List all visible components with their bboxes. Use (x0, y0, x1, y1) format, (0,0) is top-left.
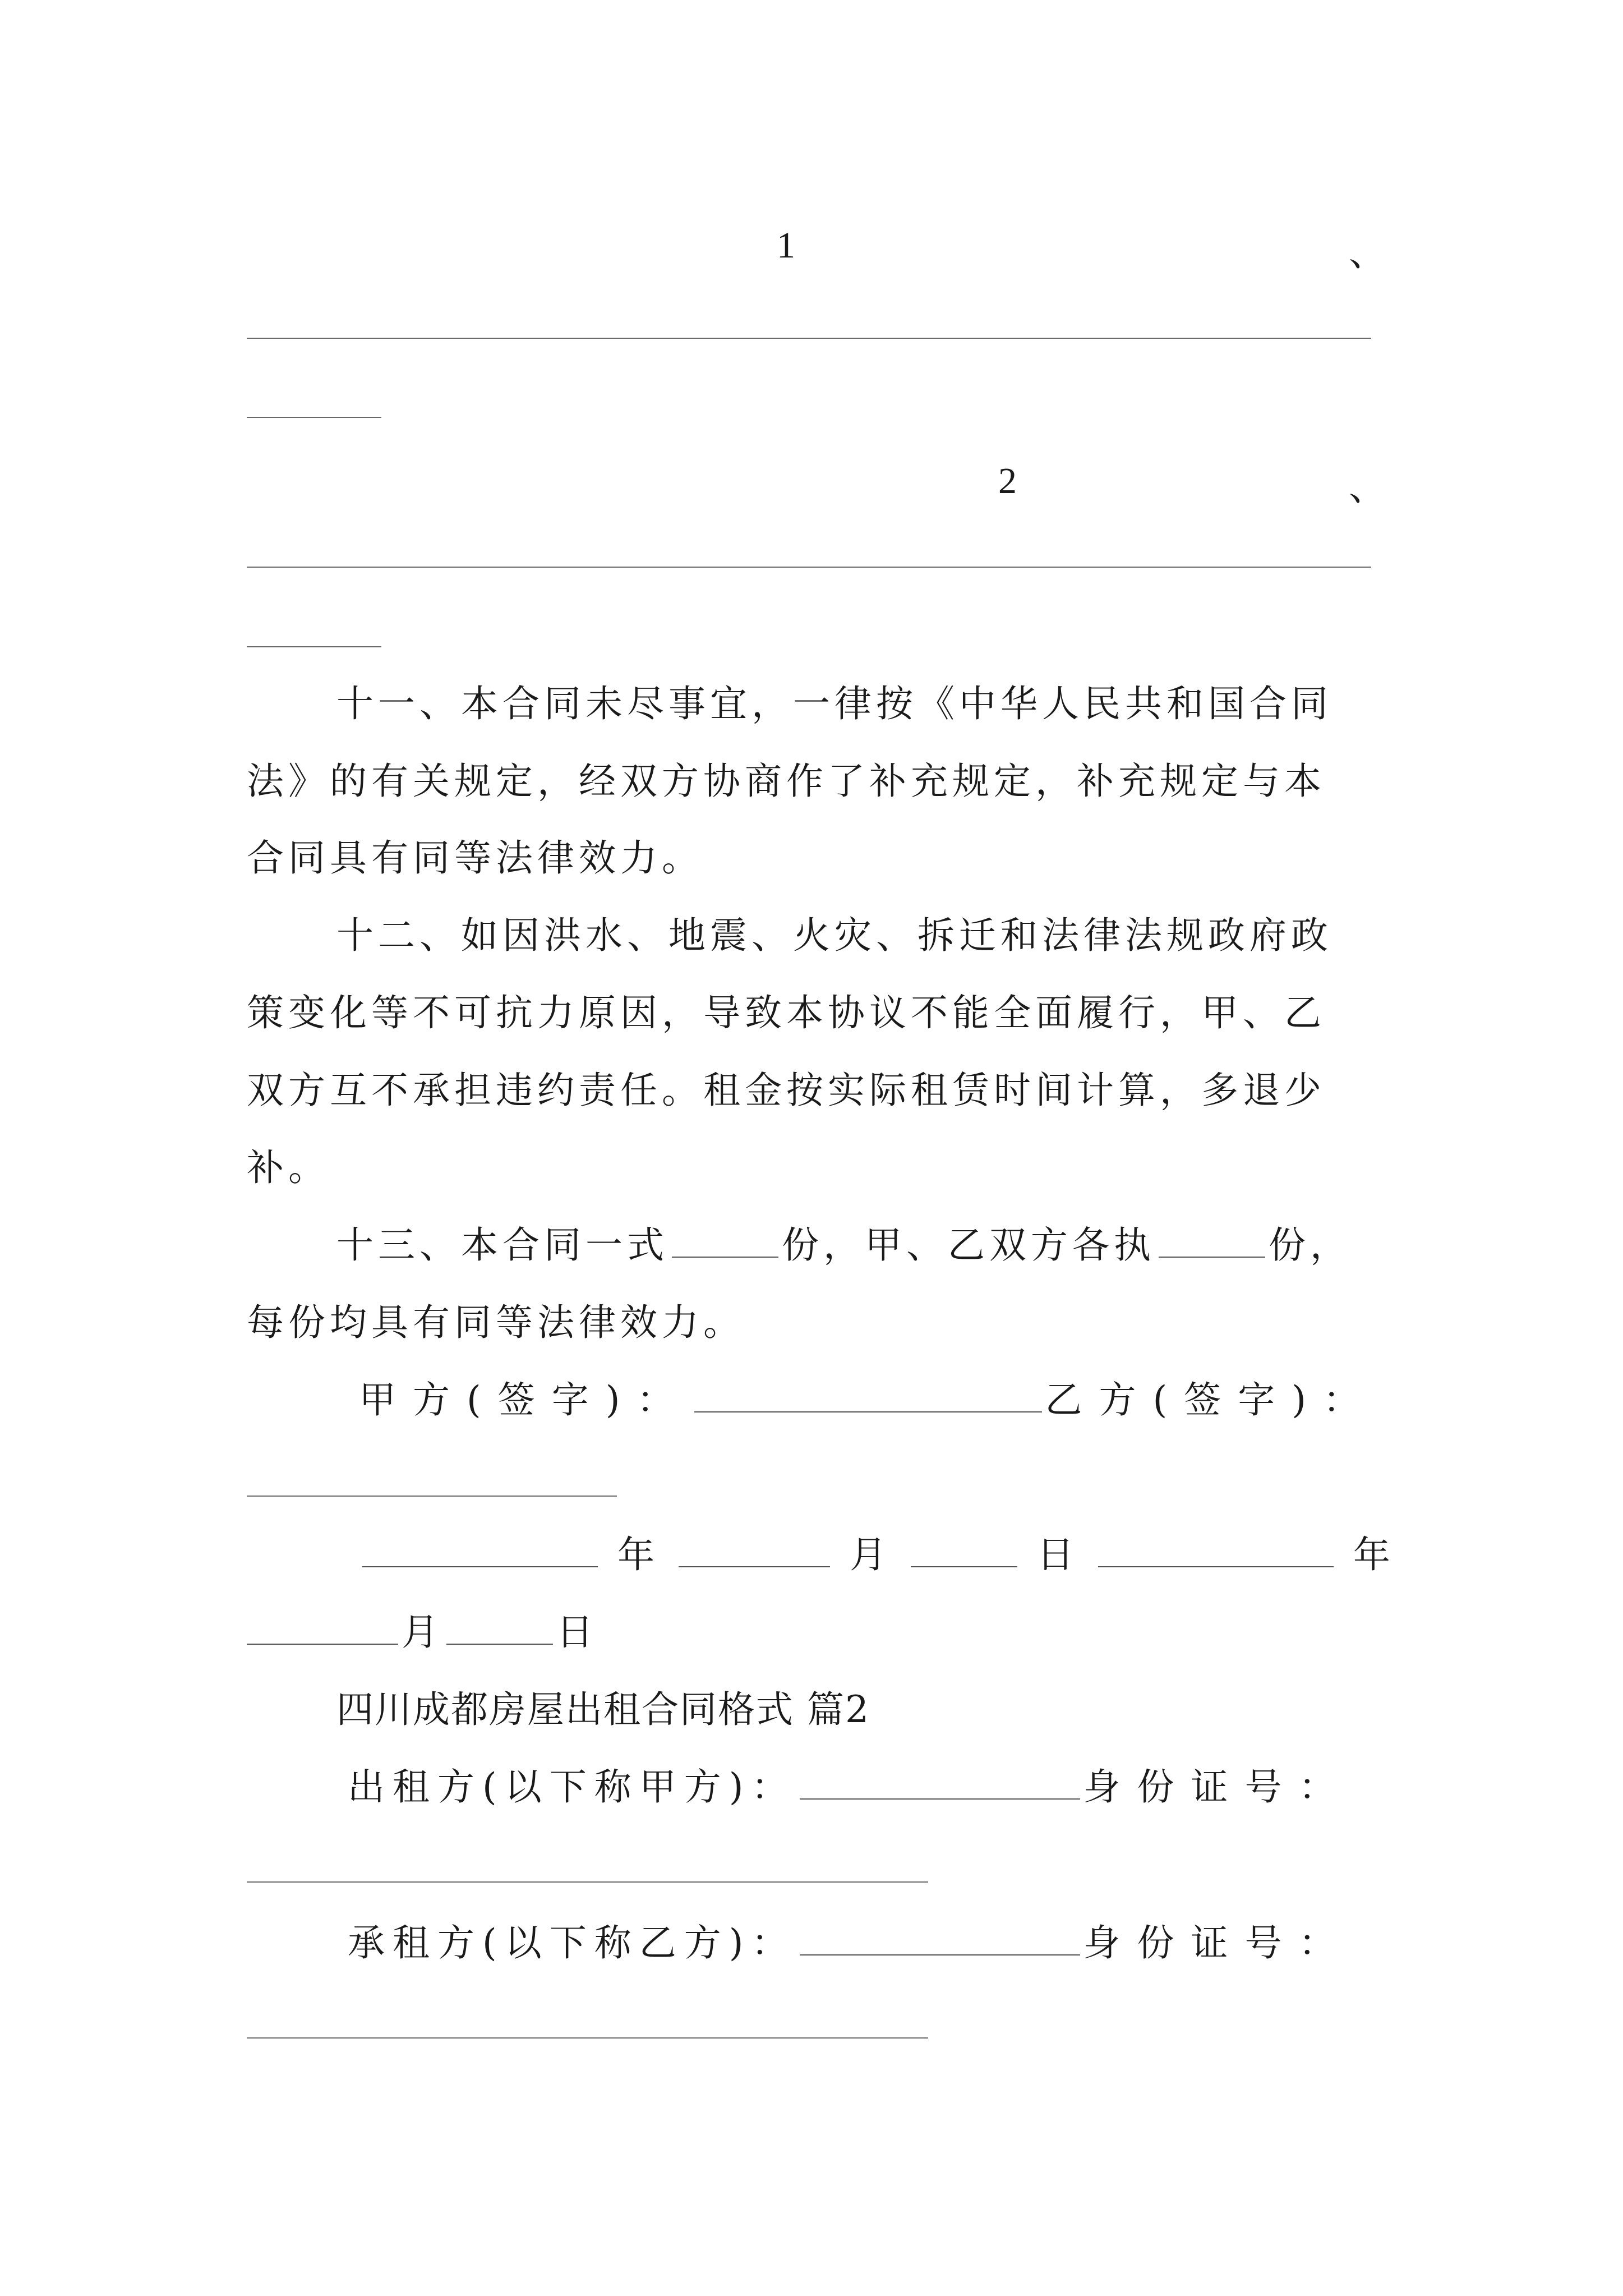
month-1-blank[interactable] (679, 1562, 830, 1567)
day-2-label: 日 (556, 1611, 598, 1654)
fill-line-1a (247, 338, 1371, 339)
lessee-name-blank[interactable] (800, 1950, 1080, 1955)
lessor-name-blank[interactable] (800, 1794, 1080, 1800)
clause-13-part-3: 份， (1269, 1223, 1352, 1267)
lessee-label: 承租方(以下称乙方)： (348, 1921, 796, 1964)
clause-13-part-1: 十三、本合同一式 (336, 1223, 668, 1267)
signature-line (359, 1378, 1377, 1423)
date-line-1 (359, 1533, 1395, 1577)
year-2-blank[interactable] (1098, 1562, 1334, 1567)
fill-line-1b (247, 417, 381, 418)
party-a-signature-label: 甲方(签字)： (359, 1378, 691, 1421)
clause-12-line-4: 补。 (247, 1146, 330, 1189)
clause-11-line-2: 法》的有关规定，经双方协商作了补充规定，补充规定与本 (247, 760, 1326, 803)
month-2-blank[interactable] (247, 1639, 398, 1645)
clause-12-line-3: 双方互不承担违约责任。租金按实际租赁时间计算，多退少 (247, 1069, 1326, 1112)
lessee-line (348, 1921, 1353, 1966)
list-item-2-mark: 、 (1349, 467, 1386, 508)
lessor-id-line (247, 1881, 928, 1883)
lessor-label: 出租方(以下称甲方)： (348, 1765, 796, 1809)
copies-each-blank[interactable] (1159, 1252, 1265, 1258)
year-1-label: 年 (617, 1533, 659, 1576)
clause-12-line-1: 十二、如因洪水、地震、火灾、拆迁和法律法规政府政 (336, 914, 1332, 957)
day-1-label: 日 (1036, 1533, 1078, 1576)
clause-11-line-3: 合同具有同等法律效力。 (247, 836, 703, 880)
list-item-1-number: 1 (777, 225, 795, 266)
year-1-blank[interactable] (362, 1562, 598, 1567)
party-a-signature-blank[interactable] (694, 1407, 1042, 1412)
clause-13-part-2: 份，甲、乙双方各执 (782, 1223, 1155, 1267)
lessee-id-label: 身份证号： (1083, 1921, 1353, 1964)
party-b-signature-label: 乙方(签字)： (1045, 1378, 1377, 1421)
section-2-heading: 四川成都房屋出租合同格式 篇2 (336, 1688, 870, 1731)
lessor-id-label: 身份证号： (1083, 1765, 1353, 1809)
clause-11-line-1: 十一、本合同未尽事宜，一律按《中华人民共和国合同 (336, 682, 1332, 725)
month-2-label: 月 (402, 1611, 443, 1654)
clause-13-line-1 (336, 1223, 1352, 1268)
lessee-id-line (247, 2037, 928, 2039)
clause-13-line-2: 每份均具有同等法律效力。 (247, 1301, 745, 1344)
year-2-label: 年 (1353, 1533, 1395, 1576)
date-line-2 (243, 1610, 598, 1655)
fill-line-2b (247, 646, 381, 647)
list-item-1-mark: 、 (1349, 233, 1386, 274)
clause-12-line-2: 策变化等不可抗力原因，导致本协议不能全面履行，甲、乙 (247, 991, 1326, 1034)
copies-total-blank[interactable] (672, 1252, 778, 1258)
fill-line-2a (247, 567, 1371, 568)
lessor-line (348, 1765, 1353, 1810)
list-item-2-number: 2 (998, 461, 1017, 501)
party-b-signature-line (247, 1496, 617, 1497)
day-1-blank[interactable] (911, 1562, 1017, 1567)
month-1-label: 月 (849, 1533, 891, 1576)
day-2-blank[interactable] (446, 1639, 553, 1645)
